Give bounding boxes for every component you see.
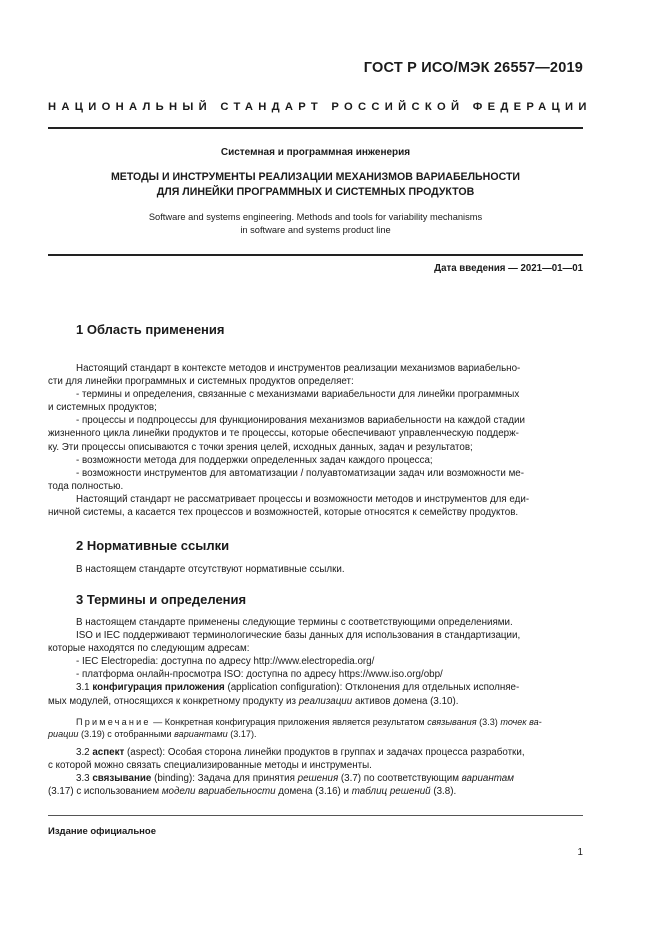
- official-edition-label: Издание официальное: [48, 826, 156, 837]
- italic-term: таблиц решений: [351, 786, 431, 798]
- text-run: (3.19) с отобранными: [78, 729, 175, 740]
- s1-line-5: - процессы и подпроцессы для функционирования механизмов вариабельности на каждой стадии: [76, 415, 525, 427]
- page-number: 1: [577, 847, 583, 858]
- header-rule: [48, 127, 583, 129]
- italic-term: точек ва-: [500, 717, 542, 727]
- term-3-2-line-2: с которой можно связать специализированные методы и инструменты.: [48, 760, 372, 772]
- italic-term: вариантам: [461, 773, 514, 785]
- term-number: 3.3: [76, 773, 93, 785]
- s3-line-4: - IEC Electropedia: доступна по адресу http://www.electropedia.org/: [76, 656, 375, 668]
- section-2-heading: 2 Нормативные ссылки: [76, 538, 230, 553]
- s1-line-7: ку. Эти процессы описываются с точки зрения целей, исходных данных, задач и результатов;: [48, 441, 473, 453]
- s1-line-3: - термины и определения, связанные с механизмами вариабельности для линейки программных: [76, 389, 520, 401]
- section-2-body: [76, 563, 583, 576]
- s1-line-9: - возможности инструментов для автоматизации / полуавтоматизации задач или возможности ме-: [76, 467, 525, 479]
- section-1-body: [48, 362, 583, 519]
- term-name: связывание: [92, 773, 152, 785]
- title-rule: [48, 254, 583, 256]
- text-run: мых модулей, относящихся к конкретному продукту из: [48, 695, 299, 707]
- terms-continued: [48, 746, 583, 798]
- s1-line-1: Настоящий стандарт в контексте методов и инструментов реализации механизмов вариабельно-: [76, 363, 521, 374]
- italic-term: модели вариабельности: [161, 786, 276, 798]
- note-line-1: [76, 716, 583, 728]
- text-run: (3.17).: [227, 729, 257, 740]
- title-ru-line-2: ДЛЯ ЛИНЕЙКИ ПРОГРАММНЫХ И СИСТЕМНЫХ ПРОДУКТОВ: [156, 185, 475, 198]
- s3-line-3: которые находятся по следующим адресам:: [48, 643, 250, 655]
- term-name: конфигурация приложения: [92, 682, 225, 694]
- footer-rule: [48, 815, 583, 816]
- national-standard-banner: НАЦИОНАЛЬНЫЙ СТАНДАРТ РОССИЙСКОЙ ФЕДЕРАЦИИ: [48, 101, 592, 113]
- standard-number: ГОСТ Р ИСО/МЭК 26557—2019: [363, 60, 583, 76]
- document-subtitle: Системная и программная инженерия: [220, 147, 411, 158]
- title-ru-line-1: МЕТОДЫ И ИНСТРУМЕНТЫ РЕАЛИЗАЦИИ МЕХАНИЗМОВ ВАРИАБЕЛЬНОСТИ: [110, 171, 521, 183]
- note-line-2: [48, 728, 583, 740]
- term-name: аспект: [92, 747, 125, 758]
- s3-line-1: В настоящем стандарте применены следующие термины с соответствующими определениями.: [76, 617, 513, 628]
- term-number: 3.2: [76, 747, 93, 758]
- text-run: (3.3): [476, 717, 501, 727]
- s3-line-5: - платформа онлайн-просмотра ISO: доступна по адресу https://www.iso.org/obp/: [76, 669, 443, 681]
- text-run: (binding): Задача для принятия: [151, 773, 298, 785]
- note-block: [48, 716, 583, 741]
- section-1-heading: 1 Область применения: [76, 322, 225, 337]
- section-3-body: [48, 616, 583, 708]
- text-run: (3.8).: [430, 786, 457, 798]
- title-en-line-2: in software and systems product line: [240, 224, 391, 235]
- introduction-date: Дата введения — 2021—01—01: [434, 263, 583, 274]
- s1-line-8: - возможности метода для поддержки определенных задач каждого процесса;: [76, 454, 433, 466]
- italic-term: вариантами: [174, 729, 228, 740]
- document-title-en: [48, 211, 583, 236]
- term-number: 3.1: [76, 682, 93, 694]
- italic-term: решения: [297, 773, 339, 785]
- term-3-3-line-2: [48, 785, 583, 798]
- italic-term: связывания: [427, 717, 477, 727]
- term-definition: (aspect): Особая сторона линейки продуктов в группах и задачах процесса разработки,: [124, 747, 525, 758]
- s2-line-1: В настоящем стандарте отсутствуют нормативные ссылки.: [76, 564, 345, 575]
- document-title-ru: [48, 170, 583, 199]
- term-3-1-line-2: [48, 695, 583, 708]
- text-run: активов домена (3.10).: [352, 695, 459, 707]
- term-3-3-line-1: [76, 772, 583, 785]
- title-en-line-1: Software and systems engineering. Methods and tools for variability mechanisms: [148, 212, 483, 222]
- s1-line-2: сти для линейки программных и системных продуктов определяет:: [48, 376, 354, 388]
- text-run: (3.7) по соответствующим: [338, 773, 462, 785]
- s1-line-11: Настоящий стандарт не рассматривает процессы и возможности методов и инструментов для еди-: [76, 493, 530, 505]
- text-run: — Конкретная конфигурация приложения является результатом: [150, 717, 428, 727]
- italic-term: риации: [48, 729, 79, 740]
- term-definition: (application configuration): Отклонения для отдельных исполняе-: [224, 682, 520, 694]
- italic-term: реализации: [298, 695, 353, 707]
- term-3-1-line-1: [76, 681, 583, 694]
- text-run: домена (3.16) и: [275, 786, 352, 798]
- s1-line-6: жизненного цикла линейки продуктов и те процессы, которые обеспечивают управленческую поддерж-: [48, 428, 519, 440]
- section-3-heading: 3 Термины и определения: [76, 592, 247, 607]
- note-label: Примечание: [76, 717, 151, 727]
- s3-line-2: ISO и IEC поддерживают терминологические базы данных для использования в стандартизации,: [76, 630, 521, 642]
- text-run: (3.17) с использованием: [48, 786, 162, 798]
- s1-line-12: ничной системы, а касается тех процессов и возможностей, которые относятся к семейству продуктов.: [48, 507, 519, 519]
- s1-line-10: тода полностью.: [48, 480, 124, 492]
- s1-line-4: и системных продуктов;: [48, 402, 157, 414]
- term-3-2-line-1: [76, 746, 583, 759]
